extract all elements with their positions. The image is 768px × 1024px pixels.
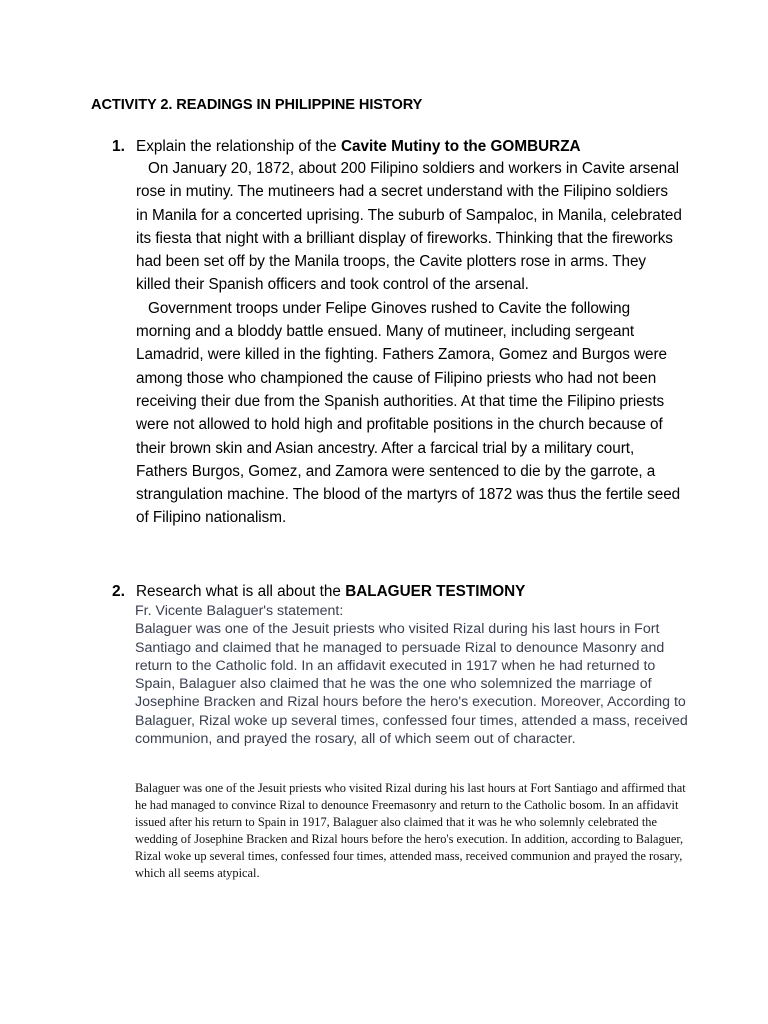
- question-2-number: 2.: [112, 583, 125, 600]
- activity-title: ACTIVITY 2. READINGS IN PHILIPPINE HISTORY: [91, 97, 423, 113]
- question-2-prompt: [136, 581, 716, 603]
- balaguer-quote: [135, 602, 695, 748]
- answer-paragraph-1: On January 20, 1872, about 200 Filipino soldiers and workers in Cavite arsenal rose in mutiny. The mutineers had a secret understand with the Filipino soldiers in Manila for a concerted uprising. The suburb of Sampaloc, in Manila, celebrated its fiesta that night with a brilliant display of fireworks. Thinking that the fireworks had been set off by the Manila troops, the Cavite plotters rose in arms. They killed their Spanish officers and took control of the arsenal.: [136, 160, 682, 294]
- question-1-answer: [136, 157, 682, 530]
- paraphrased-paragraph: Balaguer was one of the Jesuit priests who visited Rizal during his last hours at Fort Santiago and affirmed that he had managed to convince Rizal to denounce Freemasonry and return to the Catholic bosom. In an affidavit issued after his return to Spain in 1917, Balaguer also claimed that it was he who solemnly celebrated the wedding of Josephine Bracken and Rizal hours before the hero's execution. In addition, according to Balaguer, Rizal woke up several times, confessed four times, attended mass, received communion and prayed the rosary, which all seems atypical.: [135, 781, 686, 881]
- answer-paragraph-2: Government troops under Felipe Ginoves rushed to Cavite the following morning and a bloddy battle ensued. Many of mutineer, including sergeant Lamadrid, were killed in the fighting. Fathers Zamora, Gomez and Burgos were among those who championed the cause of Filipino priests who had not been receiving their due from the Spanish authorities. At that time the Filipino priests were not allowed to hold high and profitable positions in the church because of their brown skin and Asian ancestry. After a farcical trial by a military court, Fathers Burgos, Gomez, and Zamora were sentenced to die by the garrote, a strangulation machine. The blood of the martyrs of 1872 was thus the fertile seed of Filipino nationalism.: [136, 299, 681, 527]
- question-2-prompt-text: Research what is all about the: [136, 583, 346, 600]
- question-1-subject: Cavite Mutiny to the GOMBURZA: [340, 138, 581, 155]
- quote-body: Balaguer was one of the Jesuit priests who visited Rizal during his last hours in Fort Santiago and claimed that he managed to persuade Rizal to denounce Masonry and return to the Catholic fold. In an affidavit executed in 1917 when he had returned to Spain, Balaguer also claimed that he was the one who solemnized the marriage of Josephine Bracken and Rizal hours before the hero's execution. Moreover, According to Balaguer, Rizal woke up several times, confessed four times, attended a mass, received communion, and prayed the rosary, all of which seem out of character.: [135, 621, 688, 748]
- quote-heading: Fr. Vicente Balaguer's statement:: [135, 603, 344, 619]
- question-2-subject: BALAGUER TESTIMONY: [345, 583, 526, 600]
- question-1-prompt-text: Explain the relationship of the: [136, 138, 341, 155]
- question-1-number: 1.: [112, 138, 125, 155]
- question-1-prompt: [136, 136, 716, 158]
